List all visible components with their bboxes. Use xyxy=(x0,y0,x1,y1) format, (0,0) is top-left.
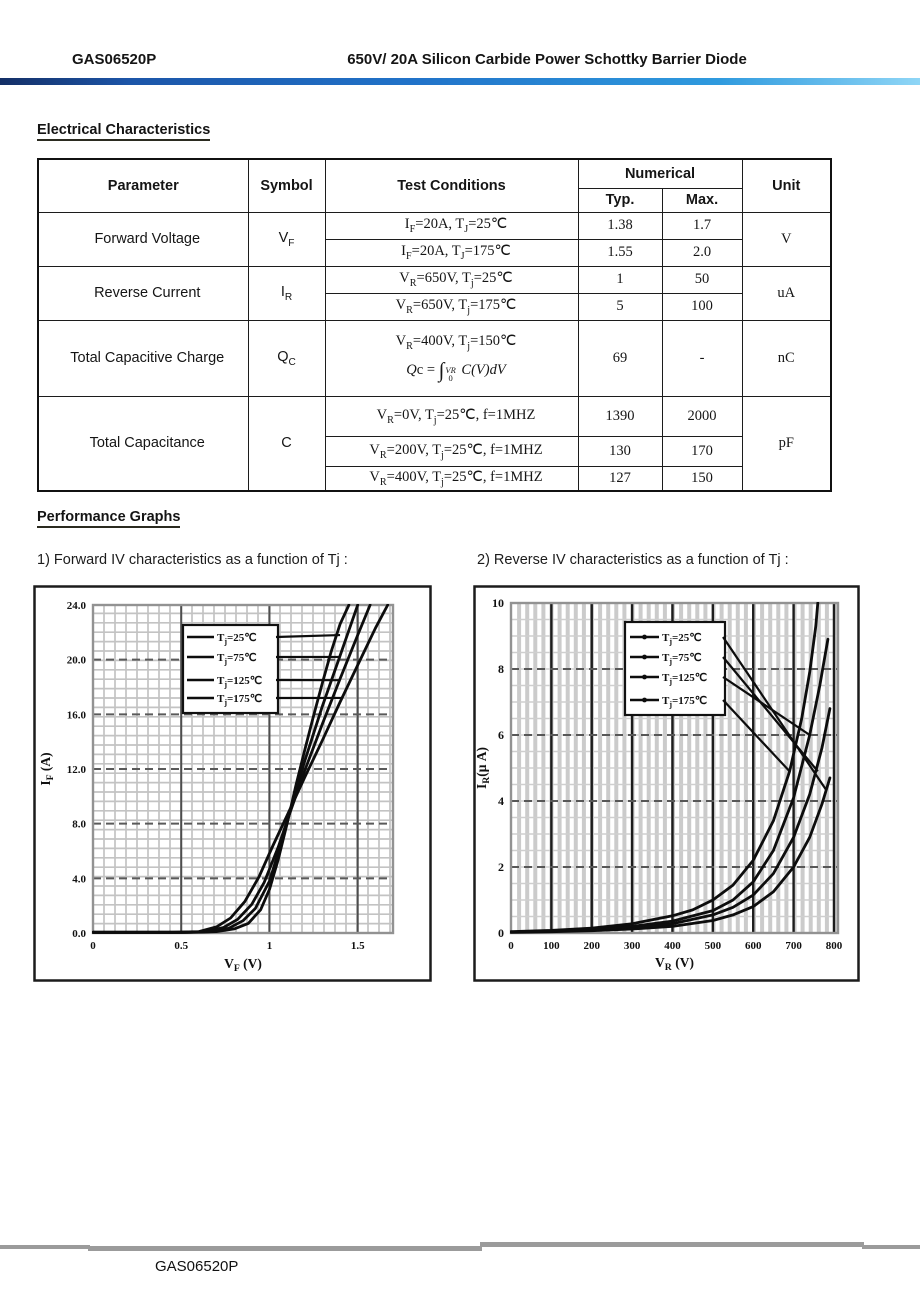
svg-text:10: 10 xyxy=(492,596,504,610)
condition-cell: $I_F=20A$, $T_J=175℃$ xyxy=(325,239,578,266)
max-value: 2.0 xyxy=(662,239,742,266)
x-axis-label: $V_F$ (V) xyxy=(224,956,262,974)
legend-label-2: $T_j=125℃$ xyxy=(217,675,263,689)
y-axis-label: $I_F$ (A) xyxy=(38,752,56,786)
electrical-characteristics-table xyxy=(37,158,832,492)
svg-text:8.0: 8.0 xyxy=(72,818,86,831)
unit-cell: pF xyxy=(742,396,831,491)
col-header-numerical: Numerical xyxy=(578,159,742,188)
typ-value: 127 xyxy=(578,466,662,491)
header-part-number: GAS06520P xyxy=(72,51,157,68)
svg-text:1.5: 1.5 xyxy=(350,940,365,952)
svg-text:16.0: 16.0 xyxy=(66,709,86,722)
legend-label-3: $T_j=175℃$ xyxy=(662,695,708,709)
svg-text:8: 8 xyxy=(498,662,504,676)
svg-text:4.0: 4.0 xyxy=(72,873,86,886)
svg-text:24.0: 24.0 xyxy=(66,600,86,612)
max-value: 170 xyxy=(662,436,742,466)
table-row xyxy=(38,320,831,396)
svg-text:0: 0 xyxy=(90,940,96,952)
svg-text:6: 6 xyxy=(498,728,504,742)
page-title: 650V/ 20A Silicon Carbide Power Schottky Barrier Diode xyxy=(347,51,747,68)
svg-text:0: 0 xyxy=(508,940,514,952)
parameter-total-capacitive-charge: Total Capacitive Charge xyxy=(38,320,248,396)
header-rule xyxy=(0,78,920,85)
x-axis-label: $V_R$ (V) xyxy=(655,955,694,973)
condition-cell: $V_R=400V$, $T_j=25℃$, f=1MHZ xyxy=(325,466,578,491)
reverse-iv-chart-title: 2) Reverse IV characteristics as a function of Tj : xyxy=(477,552,789,568)
svg-text:800: 800 xyxy=(825,940,843,952)
condition-cell: $I_F=20A$, $T_J=25℃$ xyxy=(325,212,578,239)
svg-text:400: 400 xyxy=(664,940,681,952)
y-axis-label: $I_R(\mu$ A) xyxy=(474,746,492,790)
max-value: 100 xyxy=(662,293,742,320)
symbol-c: C xyxy=(248,396,325,491)
legend-label-1: $T_j=75℃$ xyxy=(217,652,257,666)
max-value: - xyxy=(662,320,742,396)
max-value: 50 xyxy=(662,266,742,293)
condition-cell xyxy=(325,320,578,396)
typ-value: 5 xyxy=(578,293,662,320)
svg-text:12.0: 12.0 xyxy=(66,764,86,776)
footer-rule-segment xyxy=(480,1242,864,1247)
condition-cell: $V_R=0V$, $T_j=25℃$, f=1MHZ xyxy=(325,396,578,436)
typ-value: 1.38 xyxy=(578,212,662,239)
symbol-qc: $Q_C$ xyxy=(248,320,325,396)
svg-text:0: 0 xyxy=(498,926,504,940)
typ-value: 130 xyxy=(578,436,662,466)
footer-rule-segment xyxy=(862,1245,920,1249)
legend-label-3: $T_j=175℃$ xyxy=(217,693,263,707)
max-value: 1.7 xyxy=(662,212,742,239)
parameter-reverse-current: Reverse Current xyxy=(38,266,248,320)
max-value: 2000 xyxy=(662,396,742,436)
footer-part-number: GAS06520P xyxy=(155,1258,239,1275)
svg-text:300: 300 xyxy=(623,940,641,952)
symbol-ir: $I_R$ xyxy=(248,266,325,320)
condition-line: $V_R=400V$, $T_j=150℃$ xyxy=(395,333,517,353)
svg-text:500: 500 xyxy=(704,940,722,952)
legend-label-0: $T_j=25℃$ xyxy=(217,632,257,646)
forward-iv-chart xyxy=(33,585,432,982)
reverse-iv-chart xyxy=(473,585,860,982)
forward-iv-chart-title: 1) Forward IV characteristics as a function of Tj : xyxy=(37,552,348,568)
col-header-test-conditions: Test Conditions xyxy=(325,159,578,212)
table-row xyxy=(38,266,831,293)
unit-cell: uA xyxy=(742,266,831,320)
col-header-parameter: Parameter xyxy=(38,159,248,212)
section-title-performance-graphs: Performance Graphs xyxy=(37,509,180,528)
svg-text:0.5: 0.5 xyxy=(174,940,189,952)
symbol-vf: $V_F$ xyxy=(248,212,325,266)
svg-text:600: 600 xyxy=(744,940,762,952)
table-row xyxy=(38,396,831,436)
footer-rule-segment xyxy=(88,1246,482,1251)
condition-cell: $V_R=650V$, $T_j=25℃$ xyxy=(325,266,578,293)
footer-rule-segment xyxy=(0,1245,90,1249)
typ-value: 1 xyxy=(578,266,662,293)
col-header-max: Max. xyxy=(662,188,742,212)
svg-text:200: 200 xyxy=(583,940,600,952)
condition-cell: $V_R=200V$, $T_j=25℃$, f=1MHZ xyxy=(325,436,578,466)
parameter-total-capacitance: Total Capacitance xyxy=(38,396,248,491)
typ-value: 1.55 xyxy=(578,239,662,266)
svg-text:100: 100 xyxy=(543,940,560,952)
typ-value: 69 xyxy=(578,320,662,396)
col-header-symbol: Symbol xyxy=(248,159,325,212)
legend-label-1: $T_j=75℃$ xyxy=(662,652,702,666)
table-row xyxy=(38,212,831,239)
svg-text:0.0: 0.0 xyxy=(72,928,86,940)
svg-text:700: 700 xyxy=(785,940,802,952)
condition-cell: $V_R=650V$, $T_j=175℃$ xyxy=(325,293,578,320)
svg-text:4: 4 xyxy=(498,794,504,808)
parameter-forward-voltage: Forward Voltage xyxy=(38,212,248,266)
unit-cell: V xyxy=(742,212,831,266)
unit-cell: nC xyxy=(742,320,831,396)
svg-text:1: 1 xyxy=(266,940,273,952)
section-title-electrical-characteristics: Electrical Characteristics xyxy=(37,122,210,141)
svg-text:2: 2 xyxy=(498,860,504,874)
col-header-typ: Typ. xyxy=(578,188,662,212)
integral-sign: ∫ xyxy=(438,358,445,383)
svg-text:20.0: 20.0 xyxy=(66,654,86,667)
legend-label-2: $T_j=125℃$ xyxy=(662,672,708,686)
typ-value: 1390 xyxy=(578,396,662,436)
max-value: 150 xyxy=(662,466,742,491)
qc-formula: Qc = ∫ VR 0 C(V)dV xyxy=(406,358,506,384)
legend-label-0: $T_j=25℃$ xyxy=(662,632,702,646)
col-header-unit: Unit xyxy=(742,159,831,212)
